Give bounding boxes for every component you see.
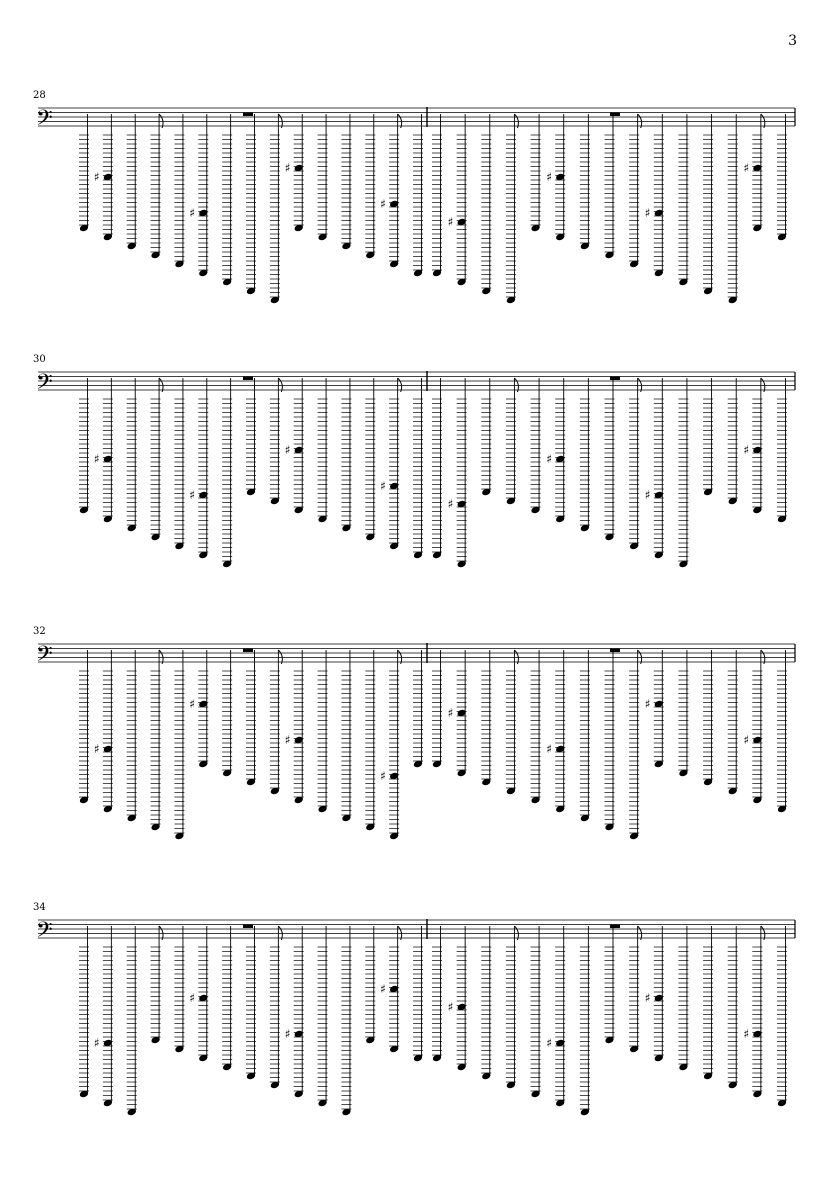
- whole-rest: [243, 925, 253, 929]
- sharp-sign: ♯: [380, 479, 386, 493]
- sharp-sign: ♯: [284, 733, 291, 747]
- sharp-sign: ♯: [447, 1000, 454, 1014]
- sharp-sign: ♯: [189, 206, 196, 220]
- sharp-sign: ♯: [644, 206, 651, 220]
- whole-rest: [243, 377, 253, 381]
- sharp-sign: ♯: [93, 170, 100, 184]
- sharp-sign: ♯: [189, 697, 196, 711]
- sharp-sign: ♯: [743, 1027, 750, 1041]
- whole-rest: [610, 113, 620, 117]
- measure-number: 34: [33, 902, 46, 913]
- sharp-sign: ♯: [546, 1036, 553, 1050]
- sharp-sign: ♯: [743, 443, 750, 457]
- sharp-sign: ♯: [93, 742, 100, 756]
- sharp-sign: ♯: [447, 706, 454, 720]
- sharp-sign: ♯: [380, 769, 386, 783]
- sharp-sign: ♯: [546, 170, 553, 184]
- whole-rest: [610, 925, 620, 929]
- page-number: 3: [788, 33, 797, 49]
- whole-rest: [610, 649, 620, 653]
- sharp-sign: ♯: [743, 161, 750, 175]
- sharp-sign: ♯: [93, 452, 100, 466]
- measure-number: 28: [33, 90, 46, 101]
- measure-number: 32: [33, 626, 46, 637]
- sharp-sign: ♯: [189, 991, 196, 1005]
- sharp-sign: ♯: [380, 197, 386, 211]
- whole-rest: [243, 649, 253, 653]
- sharp-sign: ♯: [644, 697, 651, 711]
- sharp-sign: ♯: [93, 1036, 100, 1050]
- sharp-sign: ♯: [644, 991, 651, 1005]
- sharp-sign: ♯: [546, 742, 553, 756]
- sharp-sign: ♯: [546, 452, 553, 466]
- bass-clef: 𝄢: [36, 642, 53, 672]
- whole-rest: [610, 377, 620, 381]
- bass-clef: 𝄢: [36, 370, 53, 400]
- sharp-sign: ♯: [644, 488, 651, 502]
- sharp-sign: ♯: [380, 982, 386, 996]
- bass-clef: 𝄢: [36, 918, 53, 948]
- sharp-sign: ♯: [284, 443, 291, 457]
- sharp-sign: ♯: [189, 488, 196, 502]
- sharp-sign: ♯: [447, 215, 454, 229]
- sharp-sign: ♯: [284, 161, 291, 175]
- sharp-sign: ♯: [284, 1027, 291, 1041]
- measure-number: 30: [33, 354, 46, 365]
- sharp-sign: ♯: [743, 733, 750, 747]
- whole-rest: [243, 113, 253, 117]
- sharp-sign: ♯: [447, 497, 454, 511]
- bass-clef: 𝄢: [36, 106, 53, 136]
